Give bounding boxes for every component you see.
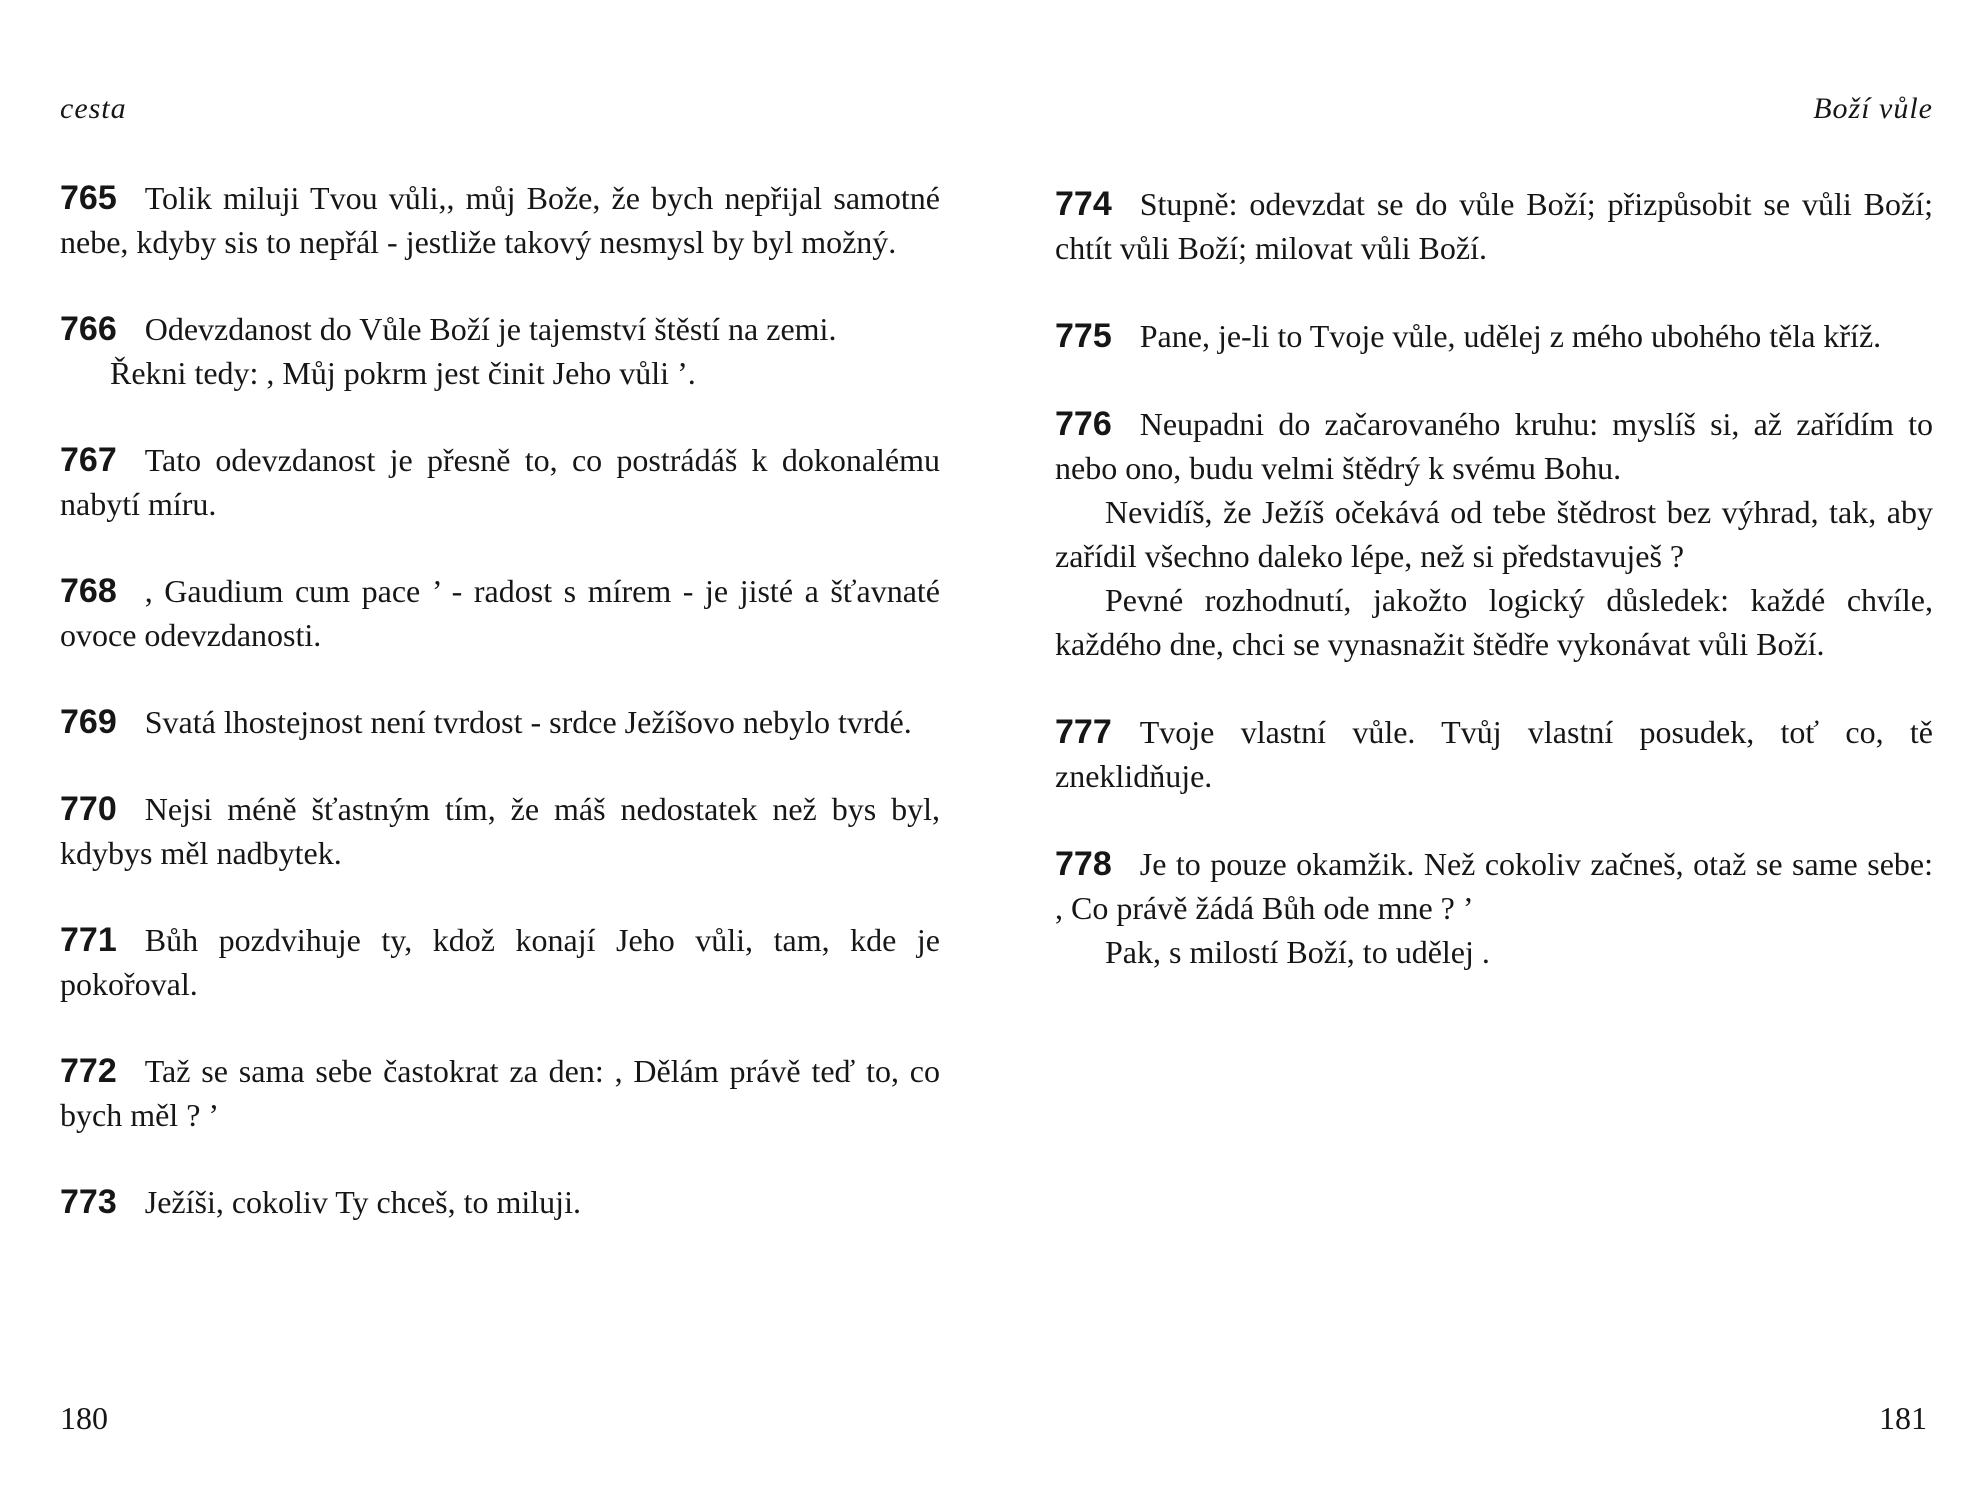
entry-776	[1055, 402, 1933, 666]
entry-text: Bůh pozdvihuje ty, kdož konají Jeho vůli, tam, kde je pokořoval.	[60, 922, 940, 1002]
entry-778	[1055, 842, 1933, 974]
entry-number: 776	[1055, 405, 1112, 443]
page-number-right: 181	[1879, 1400, 1927, 1436]
entries-left	[60, 176, 940, 1267]
entry-number: 774	[1055, 185, 1112, 223]
running-head-left: cesta	[60, 92, 127, 125]
entry-number: 770	[60, 790, 117, 828]
entry-number: 767	[60, 441, 117, 479]
entry-number: 765	[60, 179, 117, 217]
entry-text: Pevné rozhodnutí, jakožto logický důsledek: každé chvíle, každého dne, chci se vynasnažit štědře vykonávat vůli Boží.	[1055, 582, 1933, 662]
entry-text: Svatá lhostejnost není tvrdost - srdce Ježíšovo nebylo tvrdé.	[144, 704, 912, 740]
entry-text: Neupadni do začarovaného kruhu: myslíš si, až zařídím to nebo ono, budu velmi štědrý k svému Bohu.	[1055, 406, 1933, 486]
entry-text: Stupně: odevzdat se do vůle Boží; přizpůsobit se vůli Boží; chtít vůli Boží; milovat vůli Boží.	[1055, 186, 1933, 266]
entry-text: Nejsi méně šťastným tím, že máš nedostatek než bys byl, kdybys měl nadbytek.	[60, 791, 940, 871]
entry-number: 769	[60, 703, 117, 741]
entry-777	[1055, 710, 1933, 798]
entry-772	[60, 1049, 940, 1137]
entry-number: 773	[60, 1183, 117, 1221]
entry-text: Pak, s milostí Boží, to udělej .	[1105, 934, 1490, 970]
entry-775	[1055, 314, 1933, 358]
entry-769	[60, 700, 940, 744]
entry-text: Tvoje vlastní vůle. Tvůj vlastní posudek, toť co, tě zneklidňuje.	[1055, 714, 1933, 794]
entries-right	[1055, 182, 1933, 1018]
entry-771	[60, 918, 940, 1006]
right-page	[1055, 0, 1933, 1500]
entry-text: Nevidíš, že Ježíš očekává od tebe štědrost bez výhrad, tak, aby zařídil všechno daleko lépe, než si představuješ ?	[1055, 494, 1933, 574]
entry-number: 778	[1055, 845, 1112, 883]
entry-text: Je to pouze okamžik. Než cokoliv začneš, otaž se same sebe: , Co právě žádá Bůh ode mne ? ’	[1055, 846, 1933, 926]
entry-770	[60, 787, 940, 875]
entry-number: 775	[1055, 317, 1112, 355]
entry-768	[60, 569, 940, 657]
entry-text: Řekni tedy: , Můj pokrm jest činit Jeho vůli ’.	[110, 355, 696, 391]
entry-number: 768	[60, 572, 117, 610]
entry-number: 772	[60, 1052, 117, 1090]
entry-text: Odevzdanost do Vůle Boží je tajemství štěstí na zemi.	[144, 311, 837, 347]
entry-text: Tato odevzdanost je přesně to, co postrádáš k dokonalému nabytí míru.	[60, 442, 940, 522]
entry-765	[60, 176, 940, 264]
entry-774	[1055, 182, 1933, 270]
page-number-left: 180	[60, 1400, 108, 1436]
entry-text: Ježíši, cokoliv Ty chceš, to miluji.	[144, 1184, 581, 1220]
left-page	[60, 0, 940, 1500]
entry-number: 777	[1055, 713, 1112, 751]
entry-text: , Gaudium cum pace ’ - radost s mírem - je jisté a šťavnaté ovoce odevzdanosti.	[60, 573, 940, 653]
entry-text: Pane, je-li to Tvoje vůle, udělej z mého ubohého těla kříž.	[1139, 318, 1882, 354]
entry-773	[60, 1180, 940, 1224]
entry-number: 766	[60, 310, 117, 348]
entry-number: 771	[60, 921, 117, 959]
entry-text: Tolik miluji Tvou vůli,, můj Bože, že bych nepřijal samotné nebe, kdyby sis to nepřál - jestliže takový nesmysl by byl možný.	[60, 180, 940, 260]
entry-766	[60, 307, 940, 395]
entry-text: Taž se sama sebe častokrat za den: , Dělám právě teď to, co bych měl ? ’	[60, 1053, 940, 1133]
running-head-right: Boží vůle	[1813, 92, 1933, 125]
entry-767	[60, 438, 940, 526]
